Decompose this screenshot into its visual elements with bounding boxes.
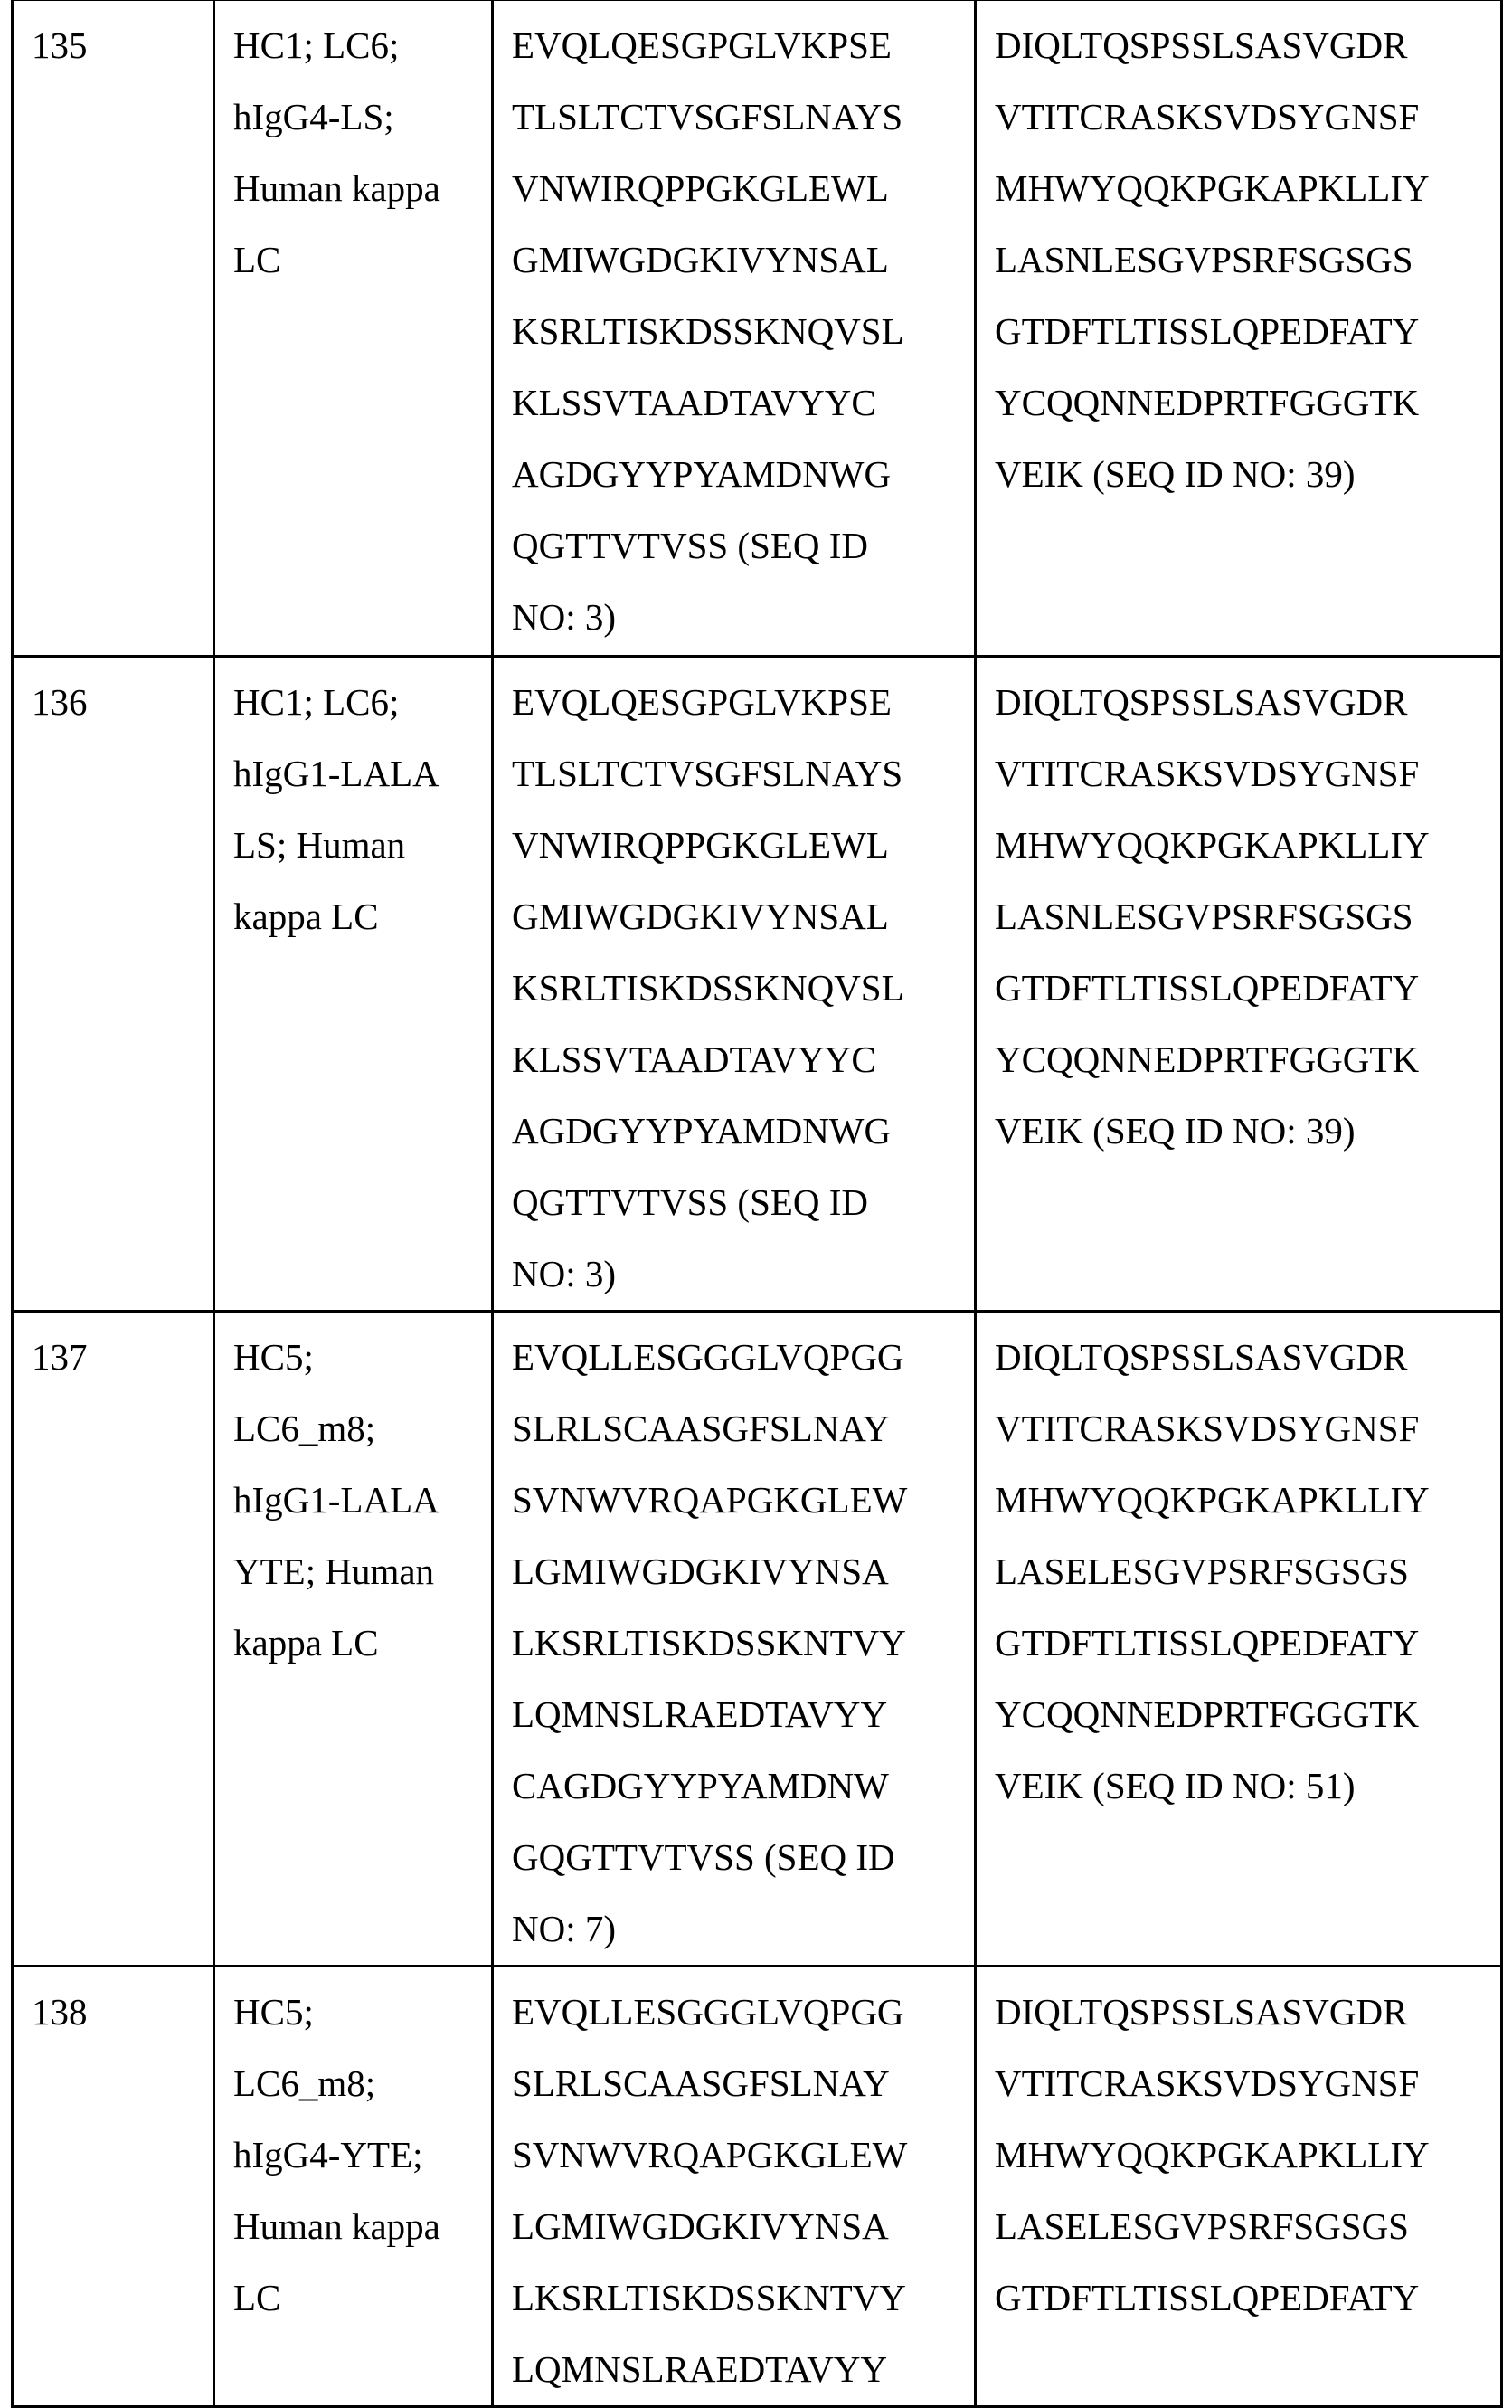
heavy-chain-line: VNWIRQPPGKGLEWL	[512, 153, 974, 224]
heavy-chain-line: EVQLQESGPGLVKPSE	[512, 10, 974, 81]
light-chain-line: DIQLTQSPSSLSASVGDR	[995, 1977, 1500, 2048]
format-cell	[214, 657, 493, 1312]
heavy-chain-line: SLRLSCAASGFSLNAY	[512, 2048, 974, 2119]
heavy-chain-line: KSRLTISKDSSKNQVSL	[512, 296, 974, 367]
table-row	[13, 0, 1502, 657]
format-line: hIgG4-YTE;	[233, 2119, 491, 2191]
light-chain-cell	[976, 1312, 1502, 1967]
light-chain-line: YCQQNNEDPRTFGGGTK	[995, 1679, 1500, 1750]
light-chain-line: VTITCRASKSVDSYGNSF	[995, 81, 1500, 153]
heavy-chain-line: AGDGYYPYAMDNWG	[512, 439, 974, 510]
heavy-chain-line: QGTTVTVSS (SEQ ID	[512, 510, 974, 582]
format-cell	[214, 1967, 493, 2407]
format-line: hIgG1-LALA	[233, 738, 491, 810]
light-chain-line: LASNLESGVPSRFSGSGS	[995, 224, 1500, 296]
heavy-chain-line: LKSRLTISKDSSKNTVY	[512, 1607, 974, 1679]
number-cell	[13, 0, 214, 657]
light-chain-line: DIQLTQSPSSLSASVGDR	[995, 667, 1500, 738]
format-line: kappa LC	[233, 1607, 491, 1679]
light-chain-line: VEIK (SEQ ID NO: 39)	[995, 1095, 1500, 1167]
heavy-chain-cell	[493, 1967, 976, 2407]
number-cell	[13, 1312, 214, 1967]
heavy-chain-line: LQMNSLRAEDTAVYY	[512, 2334, 974, 2405]
heavy-chain-line: NO: 3)	[512, 1238, 974, 1310]
heavy-chain-line: AGDGYYPYAMDNWG	[512, 1095, 974, 1167]
sequence-table	[11, 0, 1503, 2408]
row-number: 136	[32, 667, 213, 738]
light-chain-line: MHWYQQKPGKAPKLLIY	[995, 1465, 1500, 1536]
heavy-chain-line: EVQLQESGPGLVKPSE	[512, 667, 974, 738]
heavy-chain-line: TLSLTCTVSGFSLNAYS	[512, 738, 974, 810]
number-cell	[13, 657, 214, 1312]
light-chain-line: LASELESGVPSRFSGSGS	[995, 2191, 1500, 2262]
row-number: 138	[32, 1977, 213, 2048]
light-chain-line: DIQLTQSPSSLSASVGDR	[995, 10, 1500, 81]
heavy-chain-line: QGTTVTVSS (SEQ ID	[512, 1167, 974, 1238]
format-line: hIgG4-LS;	[233, 81, 491, 153]
light-chain-line: LASELESGVPSRFSGSGS	[995, 1536, 1500, 1607]
format-line: kappa LC	[233, 881, 491, 953]
format-line: HC5;	[233, 1977, 491, 2048]
heavy-chain-line: LKSRLTISKDSSKNTVY	[512, 2262, 974, 2334]
light-chain-line: LASNLESGVPSRFSGSGS	[995, 881, 1500, 953]
number-cell	[13, 1967, 214, 2407]
light-chain-line: YCQQNNEDPRTFGGGTK	[995, 367, 1500, 439]
heavy-chain-cell	[493, 0, 976, 657]
format-line: LC6_m8;	[233, 1393, 491, 1465]
light-chain-line: GTDFTLTISSLQPEDFATY	[995, 296, 1500, 367]
format-line: HC5;	[233, 1322, 491, 1393]
format-line: LC	[233, 2262, 491, 2334]
heavy-chain-line: LGMIWGDGKIVYNSA	[512, 1536, 974, 1607]
heavy-chain-line: CAGDGYYPYAMDNW	[512, 1750, 974, 1822]
heavy-chain-line: EVQLLESGGGLVQPGG	[512, 1322, 974, 1393]
light-chain-line: YCQQNNEDPRTFGGGTK	[995, 1024, 1500, 1095]
format-line: Human kappa	[233, 2191, 491, 2262]
light-chain-line: GTDFTLTISSLQPEDFATY	[995, 953, 1500, 1024]
table-body	[13, 0, 1502, 2407]
light-chain-line: VTITCRASKSVDSYGNSF	[995, 738, 1500, 810]
format-line: LC6_m8;	[233, 2048, 491, 2119]
light-chain-line: VTITCRASKSVDSYGNSF	[995, 1393, 1500, 1465]
format-line: Human kappa	[233, 153, 491, 224]
light-chain-line: MHWYQQKPGKAPKLLIY	[995, 2119, 1500, 2191]
heavy-chain-line: LGMIWGDGKIVYNSA	[512, 2191, 974, 2262]
heavy-chain-line: SVNWVRQAPGKGLEW	[512, 1465, 974, 1536]
light-chain-cell	[976, 1967, 1502, 2407]
heavy-chain-line: GMIWGDGKIVYNSAL	[512, 224, 974, 296]
heavy-chain-line: TLSLTCTVSGFSLNAYS	[512, 81, 974, 153]
heavy-chain-line: VNWIRQPPGKGLEWL	[512, 810, 974, 881]
heavy-chain-line: KSRLTISKDSSKNQVSL	[512, 953, 974, 1024]
heavy-chain-line: GQGTTVTVSS (SEQ ID	[512, 1822, 974, 1893]
format-line: HC1; LC6;	[233, 10, 491, 81]
format-line: YTE; Human	[233, 1536, 491, 1607]
heavy-chain-line: LQMNSLRAEDTAVYY	[512, 1679, 974, 1750]
heavy-chain-line: GMIWGDGKIVYNSAL	[512, 881, 974, 953]
light-chain-line: VEIK (SEQ ID NO: 51)	[995, 1750, 1500, 1822]
heavy-chain-line: KLSSVTAADTAVYYC	[512, 367, 974, 439]
heavy-chain-line: NO: 3)	[512, 582, 974, 653]
light-chain-line: GTDFTLTISSLQPEDFATY	[995, 1607, 1500, 1679]
heavy-chain-line: EVQLLESGGGLVQPGG	[512, 1977, 974, 2048]
light-chain-line: MHWYQQKPGKAPKLLIY	[995, 810, 1500, 881]
table-row	[13, 657, 1502, 1312]
format-line: LS; Human	[233, 810, 491, 881]
format-line: HC1; LC6;	[233, 667, 491, 738]
heavy-chain-line: SLRLSCAASGFSLNAY	[512, 1393, 974, 1465]
heavy-chain-line: NO: 7)	[512, 1893, 974, 1965]
heavy-chain-cell	[493, 1312, 976, 1967]
format-line: LC	[233, 224, 491, 296]
row-number: 135	[32, 10, 213, 81]
row-number: 137	[32, 1322, 213, 1393]
format-cell	[214, 0, 493, 657]
light-chain-cell	[976, 657, 1502, 1312]
heavy-chain-cell	[493, 657, 976, 1312]
format-line: hIgG1-LALA	[233, 1465, 491, 1536]
table-row	[13, 1312, 1502, 1967]
format-cell	[214, 1312, 493, 1967]
light-chain-line: MHWYQQKPGKAPKLLIY	[995, 153, 1500, 224]
light-chain-cell	[976, 0, 1502, 657]
light-chain-line: DIQLTQSPSSLSASVGDR	[995, 1322, 1500, 1393]
table-row	[13, 1967, 1502, 2407]
light-chain-line: VTITCRASKSVDSYGNSF	[995, 2048, 1500, 2119]
heavy-chain-line: KLSSVTAADTAVYYC	[512, 1024, 974, 1095]
light-chain-line: VEIK (SEQ ID NO: 39)	[995, 439, 1500, 510]
light-chain-line: GTDFTLTISSLQPEDFATY	[995, 2262, 1500, 2334]
heavy-chain-line: SVNWVRQAPGKGLEW	[512, 2119, 974, 2191]
